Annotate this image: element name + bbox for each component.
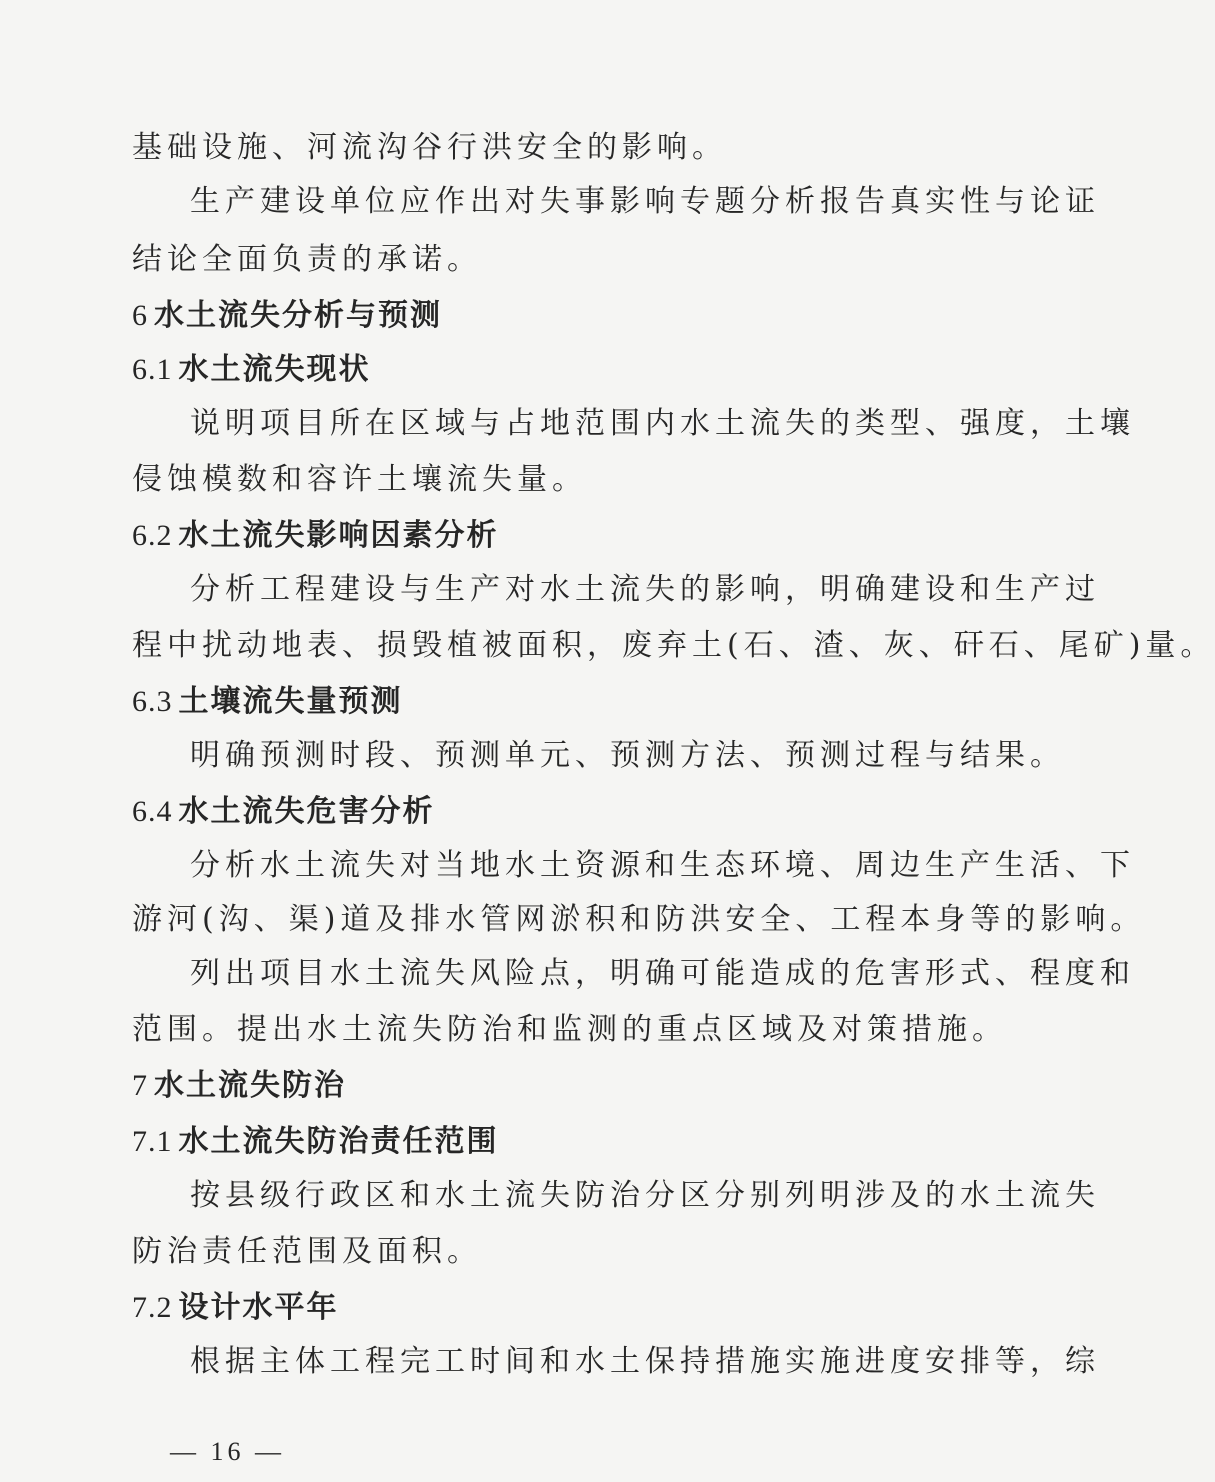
- paragraph-line: 防治责任范围及面积。: [132, 1234, 482, 1269]
- paragraph-line: 分析工程建设与生产对水土流失的影响，明确建设和生产过: [190, 572, 1100, 607]
- page-number: — 16 —: [170, 1437, 285, 1466]
- subsection-heading: 6.4 水土流失危害分析: [132, 794, 435, 829]
- subsection-heading: 7.2 设计水平年: [132, 1290, 339, 1325]
- section-heading: 7 水土流失防治: [132, 1068, 346, 1103]
- paragraph-line: 侵蚀模数和容许土壤流失量。: [132, 462, 587, 497]
- paragraph-line: 根据主体工程完工时间和水土保持措施实施进度安排等，综: [190, 1344, 1100, 1379]
- subsection-heading: 7.1 水土流失防治责任范围: [132, 1124, 499, 1159]
- paragraph-line: 列出项目水土流失风险点，明确可能造成的危害形式、程度和: [190, 956, 1135, 991]
- paragraph-line: 按县级行政区和水土流失防治分区分别列明涉及的水土流失: [190, 1178, 1100, 1213]
- subsection-heading: 6.2 水土流失影响因素分析: [132, 518, 499, 553]
- subsection-heading: 6.1 水土流失现状: [132, 352, 371, 387]
- paragraph-line: 范围。提出水土流失防治和监测的重点区域及对策措施。: [132, 1012, 1007, 1047]
- paragraph-line: 明确预测时段、预测单元、预测方法、预测过程与结果。: [190, 738, 1065, 773]
- paragraph-line: 程中扰动地表、损毁植被面积，废弃土(石、渣、灰、矸石、尾矿)量。: [132, 628, 1215, 663]
- subsection-heading: 6.3 土壤流失量预测: [132, 684, 403, 719]
- paragraph-line: 说明项目所在区域与占地范围内水土流失的类型、强度，土壤: [190, 406, 1135, 441]
- paragraph-line: 游河(沟、渠)道及排水管网淤积和防洪安全、工程本身等的影响。: [132, 902, 1146, 937]
- paragraph-line: 生产建设单位应作出对失事影响专题分析报告真实性与论证: [190, 184, 1100, 219]
- paragraph-line: 分析水土流失对当地水土资源和生态环境、周边生产生活、下: [190, 848, 1135, 883]
- paragraph-line: 基础设施、河流沟谷行洪安全的影响。: [132, 130, 727, 165]
- paragraph-line: 结论全面负责的承诺。: [132, 242, 482, 277]
- section-heading: 6 水土流失分析与预测: [132, 298, 442, 333]
